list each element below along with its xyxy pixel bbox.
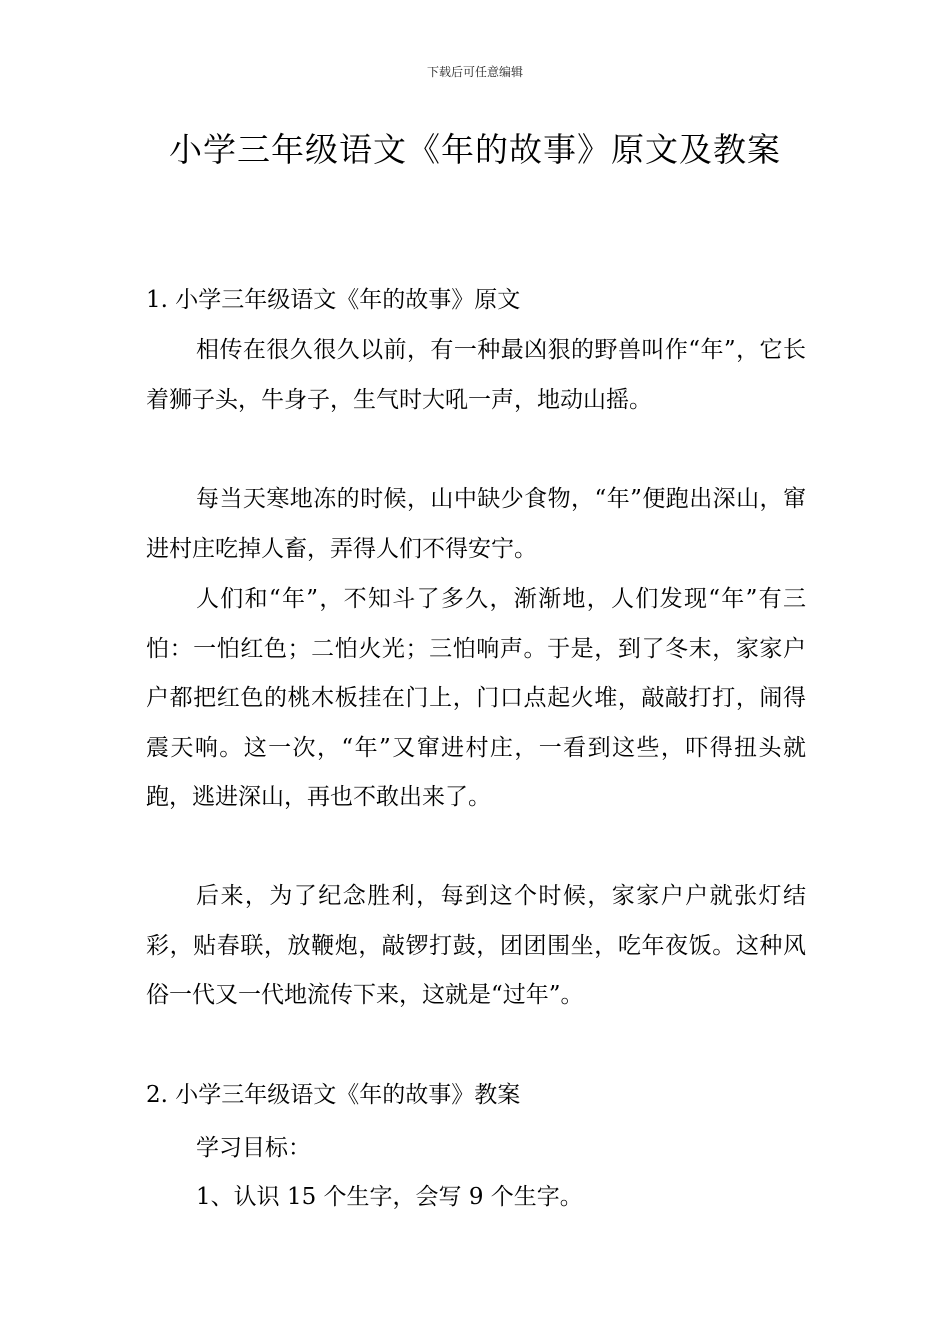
paragraph-2: 每当天寒地冻的时候，山中缺少食物，“年”便跑出深山，窜进村庄吃掉人畜，弄得人们不得安宁。 (146, 486, 806, 562)
paragraph-1: 相传在很久很久以前，有一种最凶狠的野兽叫作“年”，它长着狮子头，牛身子，生气时大吼一声，地动山摇。 (146, 337, 806, 413)
section-heading-lesson-plan: 2. 小学三年级语文《年的故事》教案 (146, 1082, 521, 1108)
section-heading-original-text: 1. 小学三年级语文《年的故事》原文 (146, 287, 521, 313)
document-title: 小学三年级语文《年的故事》原文及教案 (169, 130, 781, 169)
header-note: 下载后可任意编辑 (426, 65, 523, 79)
learning-goals-label: 学习目标： (196, 1135, 311, 1161)
paragraph-4: 后来，为了纪念胜利，每到这个时候，家家户户就张灯结彩，贴春联，放鞭炮，敲锣打鼓，团团围坐，吃年夜饭。这种风俗一代又一代地流传下来，这就是“过年”。 (146, 883, 806, 1008)
paragraph-3: 人们和“年”，不知斗了多久，渐渐地，人们发现“年”有三怕：一怕红色；二怕火光；三怕响声。于是，到了冬末，家家户户都把红色的桃木板挂在门上，门口点起火堆，敲敲打打，闹得震天响。这一次，“年”又窜进村庄，一看到这些，吓得扭头就跑，逃进深山，再也不敢出来了。 (146, 586, 806, 810)
learning-goal-item: 1、认识 15 个生字，会写 9 个生字。 (196, 1184, 583, 1210)
